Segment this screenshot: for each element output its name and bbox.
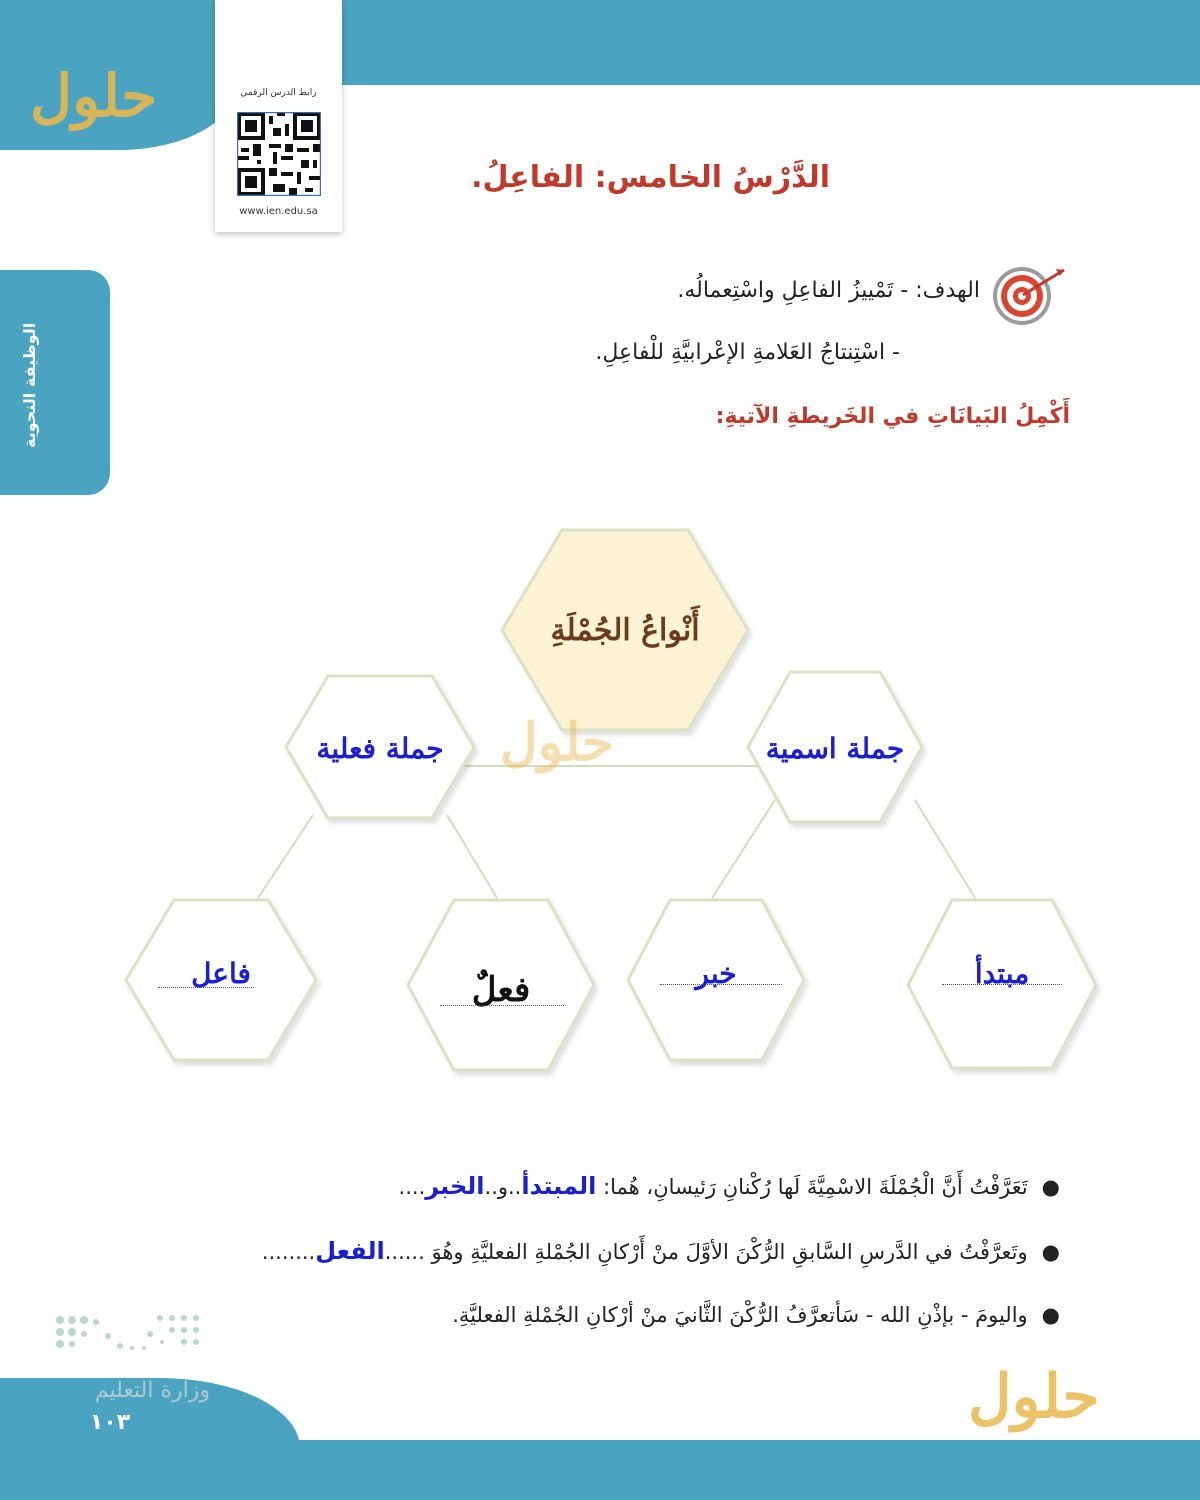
- map-verb-text[interactable]: فعلٌ: [471, 970, 531, 1010]
- statement-1-answer-1[interactable]: المبتدأ: [521, 1172, 597, 1200]
- connector-nominal-subject: [915, 800, 975, 898]
- statement-2-text: وتَعرَّفْتُ في الدَّرسِ السَّابقِ الرُّكْنَ الأوَّلَ منْ أَرْكانِ الجُمْلةِ الفعليَّةِ وهُوَ: [431, 1240, 1028, 1264]
- map-doer-text[interactable]: فاعل: [191, 956, 251, 990]
- hex-doer-label: [126, 945, 316, 1001]
- answer-line-predicate: [660, 984, 782, 985]
- map-root-text: أَنْواعُ الجُمْلَةِ: [550, 612, 700, 648]
- hex-root-label: [502, 580, 748, 680]
- watermark-text: حلول: [30, 62, 158, 130]
- statement-3: [452, 1303, 1060, 1327]
- statement-2: [262, 1237, 1060, 1265]
- watermark-logo-center: [500, 712, 614, 773]
- connector-nominal-predicate: [712, 800, 775, 898]
- bullet-icon: ●: [1041, 1303, 1060, 1327]
- statement-3-text: واليومَ - بإذْنِ الله - سَأتعرَّفُ الرُّكْنَ الثَّانيَ منْ أرْكانِ الجُمْلةِ الفعليَّةِ.: [452, 1303, 1028, 1327]
- map-verbal-text: جملة فعلية: [316, 731, 444, 765]
- hex-nominal-label: [748, 720, 922, 776]
- qr-url[interactable]: www.ien.edu.sa: [239, 206, 318, 217]
- map-nominal-text: جملة اسمية: [765, 731, 905, 765]
- instruction-text: أَكْمِلُ البَيانَاتِ في الخَريطةِ الآتيةِ:: [715, 404, 1070, 429]
- statement-1-tail: ....: [398, 1175, 426, 1199]
- answer-line-verb: [440, 1005, 564, 1006]
- answer-line-subject: [942, 984, 1062, 985]
- hex-predicate-label: [628, 945, 804, 1001]
- answer-line-doer: [158, 987, 254, 988]
- statement-2-tail: ........: [261, 1240, 316, 1264]
- statement-2-dots: ......: [384, 1240, 425, 1264]
- page-title: الدَّرْسُ الخامس: الفاعِلُ.: [471, 160, 830, 195]
- ministry-name: وزارة التعليم: [94, 1378, 210, 1403]
- statement-1: [399, 1172, 1060, 1200]
- ministry-logo-icon: [50, 1310, 210, 1360]
- hex-subject-label: [908, 945, 1096, 1001]
- hex-verb-label: [408, 960, 594, 1020]
- bullet-icon: ●: [1041, 1240, 1060, 1264]
- statement-1-text: تَعَرَّفْتُ أَنَّ الْجُمْلَةَ الاسْمِيَّةَ لَها رُكْنانِ رَئيسانِ، هُما:: [603, 1175, 1028, 1199]
- connector-verbal-verb: [447, 815, 497, 898]
- goal-line-2: - اسْتِنتاجُ العَلامةِ الإعْرابيَّةِ للْفاعِلِ.: [595, 340, 900, 365]
- hex-verbal-label: [286, 720, 474, 776]
- watermark-logo-bottom: [968, 1362, 1100, 1432]
- connector-verbal-doer: [258, 815, 313, 898]
- goal-line-1: الهدف: - تَمْييزُ الفاعِلِ واسْتِعمالُه.: [677, 278, 980, 303]
- page-number: ١٠٣: [89, 1410, 131, 1435]
- bullet-icon: ●: [1041, 1175, 1060, 1199]
- qr-label: رابط الدرس الرقمي: [240, 88, 317, 98]
- watermark-text-center: حلول: [500, 712, 615, 773]
- side-tab-label: الوظيفة النحوية: [20, 322, 39, 448]
- watermark-text-bottom: حلول: [968, 1362, 1100, 1432]
- map-subject-text[interactable]: مبتدأ: [974, 956, 1030, 990]
- map-predicate-text[interactable]: خبر: [695, 956, 737, 990]
- statement-1-mid: ..و..: [484, 1175, 522, 1199]
- statement-1-answer-2[interactable]: الخبر: [425, 1172, 485, 1200]
- statement-2-answer[interactable]: الفعل: [315, 1237, 385, 1265]
